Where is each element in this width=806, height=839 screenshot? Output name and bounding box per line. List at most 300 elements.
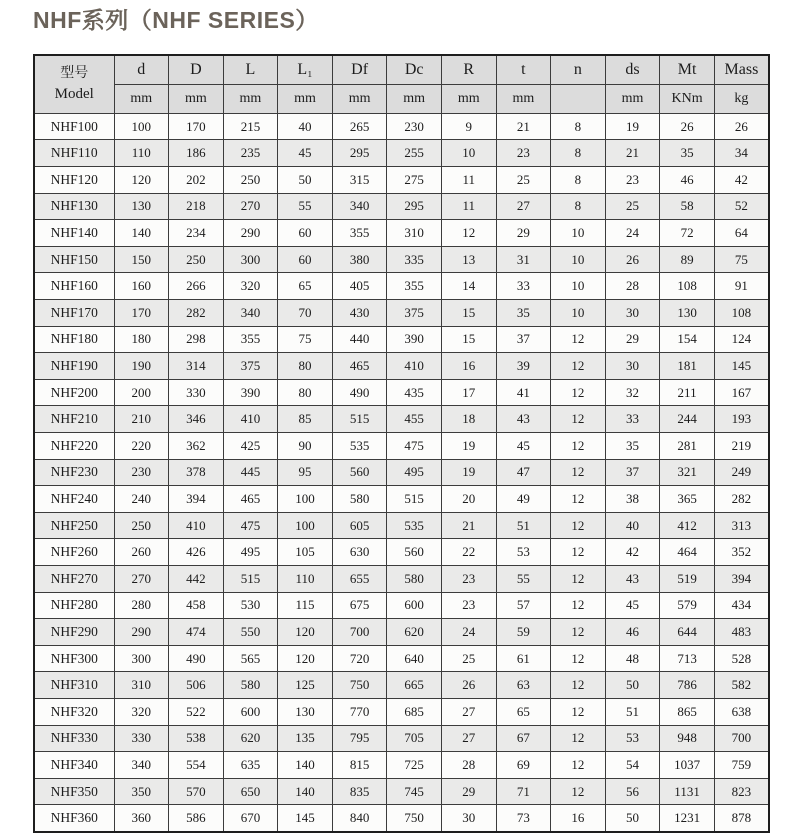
- data-cell-n: 12: [551, 486, 606, 513]
- page-title: NHF系列（NHF SERIES）: [33, 7, 319, 33]
- column-header-r: R: [441, 55, 496, 85]
- data-cell-df: 770: [332, 698, 387, 725]
- data-cell-l₁: 100: [278, 486, 333, 513]
- data-cell-ds: 48: [605, 645, 660, 672]
- data-cell-l: 340: [223, 300, 278, 327]
- column-header-d: D: [169, 55, 224, 85]
- data-cell-mt: 948: [660, 725, 715, 752]
- table-row-nhf230: [34, 459, 769, 486]
- data-cell-r: 11: [441, 167, 496, 194]
- data-cell-d: 218: [169, 193, 224, 220]
- data-cell-mass: 582: [714, 672, 769, 699]
- model-cell: NHF280: [34, 592, 114, 619]
- data-cell-mt: 644: [660, 619, 715, 646]
- data-cell-l: 530: [223, 592, 278, 619]
- data-cell-df: 490: [332, 379, 387, 406]
- data-cell-d: 240: [114, 486, 169, 513]
- data-cell-df: 720: [332, 645, 387, 672]
- data-cell-t: 65: [496, 698, 551, 725]
- data-cell-mass: 759: [714, 752, 769, 779]
- data-cell-ds: 19: [605, 113, 660, 140]
- data-cell-r: 14: [441, 273, 496, 300]
- data-cell-mass: 434: [714, 592, 769, 619]
- data-cell-d: 538: [169, 725, 224, 752]
- column-header-l: L: [223, 55, 278, 85]
- table-row-nhf310: [34, 672, 769, 699]
- column-header-mt: Mt: [660, 55, 715, 85]
- data-cell-dc: 600: [387, 592, 442, 619]
- data-cell-ds: 54: [605, 752, 660, 779]
- table-row-nhf290: [34, 619, 769, 646]
- model-cell: NHF330: [34, 725, 114, 752]
- data-cell-df: 795: [332, 725, 387, 752]
- data-cell-df: 265: [332, 113, 387, 140]
- data-cell-ds: 25: [605, 193, 660, 220]
- data-cell-d: 266: [169, 273, 224, 300]
- data-cell-dc: 705: [387, 725, 442, 752]
- data-cell-mass: 528: [714, 645, 769, 672]
- table-row-nhf150: [34, 246, 769, 273]
- table-row-nhf140: [34, 220, 769, 247]
- table-row-nhf340: [34, 752, 769, 779]
- data-cell-mass: 483: [714, 619, 769, 646]
- data-cell-l: 410: [223, 406, 278, 433]
- data-cell-mt: 1037: [660, 752, 715, 779]
- data-cell-t: 45: [496, 433, 551, 460]
- data-cell-mt: 464: [660, 539, 715, 566]
- data-cell-t: 39: [496, 353, 551, 380]
- data-cell-n: 12: [551, 645, 606, 672]
- data-cell-dc: 515: [387, 486, 442, 513]
- data-cell-mt: 579: [660, 592, 715, 619]
- data-cell-r: 11: [441, 193, 496, 220]
- table-header: [34, 55, 769, 114]
- data-cell-l: 515: [223, 565, 278, 592]
- data-cell-l₁: 100: [278, 512, 333, 539]
- data-cell-t: 59: [496, 619, 551, 646]
- data-cell-dc: 435: [387, 379, 442, 406]
- data-cell-t: 73: [496, 805, 551, 832]
- data-cell-df: 440: [332, 326, 387, 353]
- data-cell-r: 19: [441, 433, 496, 460]
- data-cell-mt: 1131: [660, 778, 715, 805]
- data-cell-t: 71: [496, 778, 551, 805]
- table-row-nhf330: [34, 725, 769, 752]
- data-cell-l: 320: [223, 273, 278, 300]
- data-cell-ds: 45: [605, 592, 660, 619]
- column-unit-mm: mm: [332, 84, 387, 113]
- data-cell-d: 426: [169, 539, 224, 566]
- data-cell-l₁: 80: [278, 353, 333, 380]
- data-cell-mt: 72: [660, 220, 715, 247]
- data-cell-ds: 50: [605, 805, 660, 832]
- data-cell-l₁: 135: [278, 725, 333, 752]
- data-cell-ds: 24: [605, 220, 660, 247]
- data-cell-l₁: 40: [278, 113, 333, 140]
- column-header-df: Df: [332, 55, 387, 85]
- data-cell-l: 550: [223, 619, 278, 646]
- header-unit-row: [34, 84, 769, 113]
- data-cell-l: 355: [223, 326, 278, 353]
- data-cell-mt: 786: [660, 672, 715, 699]
- model-cell: NHF150: [34, 246, 114, 273]
- data-cell-mass: 52: [714, 193, 769, 220]
- column-unit-empty: [551, 84, 606, 113]
- data-cell-l: 475: [223, 512, 278, 539]
- data-cell-r: 30: [441, 805, 496, 832]
- data-cell-df: 380: [332, 246, 387, 273]
- data-cell-d: 290: [114, 619, 169, 646]
- data-cell-r: 23: [441, 565, 496, 592]
- data-cell-d: 202: [169, 167, 224, 194]
- data-cell-r: 13: [441, 246, 496, 273]
- column-unit-mm: mm: [278, 84, 333, 113]
- data-cell-t: 51: [496, 512, 551, 539]
- data-cell-d: 230: [114, 459, 169, 486]
- data-cell-ds: 30: [605, 353, 660, 380]
- data-cell-d: 100: [114, 113, 169, 140]
- table-row-nhf190: [34, 353, 769, 380]
- data-cell-dc: 535: [387, 512, 442, 539]
- data-cell-l: 670: [223, 805, 278, 832]
- data-cell-df: 405: [332, 273, 387, 300]
- data-cell-dc: 255: [387, 140, 442, 167]
- data-cell-dc: 455: [387, 406, 442, 433]
- data-cell-mt: 154: [660, 326, 715, 353]
- data-cell-mt: 321: [660, 459, 715, 486]
- data-cell-dc: 230: [387, 113, 442, 140]
- data-cell-l: 270: [223, 193, 278, 220]
- model-cell: NHF310: [34, 672, 114, 699]
- data-cell-t: 57: [496, 592, 551, 619]
- data-cell-ds: 32: [605, 379, 660, 406]
- table-row-nhf160: [34, 273, 769, 300]
- table-row-nhf260: [34, 539, 769, 566]
- data-cell-l: 445: [223, 459, 278, 486]
- data-cell-n: 12: [551, 326, 606, 353]
- data-cell-dc: 375: [387, 300, 442, 327]
- data-cell-ds: 40: [605, 512, 660, 539]
- data-cell-ds: 23: [605, 167, 660, 194]
- data-cell-r: 27: [441, 698, 496, 725]
- data-cell-mass: 249: [714, 459, 769, 486]
- data-cell-mt: 89: [660, 246, 715, 273]
- data-cell-d: 570: [169, 778, 224, 805]
- data-cell-l₁: 120: [278, 645, 333, 672]
- data-cell-df: 515: [332, 406, 387, 433]
- data-cell-d: 160: [114, 273, 169, 300]
- model-cell: NHF360: [34, 805, 114, 832]
- data-cell-mass: 108: [714, 300, 769, 327]
- table-row-nhf210: [34, 406, 769, 433]
- data-cell-dc: 390: [387, 326, 442, 353]
- table-row-nhf110: [34, 140, 769, 167]
- model-cell: NHF140: [34, 220, 114, 247]
- data-cell-n: 8: [551, 193, 606, 220]
- data-cell-t: 29: [496, 220, 551, 247]
- model-cell: NHF180: [34, 326, 114, 353]
- data-cell-r: 15: [441, 300, 496, 327]
- data-cell-df: 605: [332, 512, 387, 539]
- data-cell-n: 12: [551, 592, 606, 619]
- data-cell-t: 41: [496, 379, 551, 406]
- data-cell-l₁: 60: [278, 220, 333, 247]
- data-cell-mt: 130: [660, 300, 715, 327]
- data-cell-l₁: 85: [278, 406, 333, 433]
- data-cell-df: 655: [332, 565, 387, 592]
- data-cell-l₁: 45: [278, 140, 333, 167]
- data-cell-r: 17: [441, 379, 496, 406]
- data-cell-dc: 665: [387, 672, 442, 699]
- data-cell-r: 10: [441, 140, 496, 167]
- data-cell-l: 600: [223, 698, 278, 725]
- data-cell-t: 21: [496, 113, 551, 140]
- data-cell-mass: 42: [714, 167, 769, 194]
- data-cell-mass: 352: [714, 539, 769, 566]
- data-cell-d: 350: [114, 778, 169, 805]
- data-cell-n: 12: [551, 778, 606, 805]
- data-cell-l₁: 75: [278, 326, 333, 353]
- data-cell-n: 12: [551, 725, 606, 752]
- data-cell-l: 290: [223, 220, 278, 247]
- data-cell-d: 280: [114, 592, 169, 619]
- data-cell-df: 840: [332, 805, 387, 832]
- data-cell-mt: 713: [660, 645, 715, 672]
- data-cell-t: 69: [496, 752, 551, 779]
- data-cell-d: 150: [114, 246, 169, 273]
- data-cell-n: 12: [551, 379, 606, 406]
- data-cell-ds: 46: [605, 619, 660, 646]
- data-cell-d: 474: [169, 619, 224, 646]
- data-cell-t: 31: [496, 246, 551, 273]
- data-cell-d: 120: [114, 167, 169, 194]
- data-cell-l₁: 95: [278, 459, 333, 486]
- data-cell-r: 26: [441, 672, 496, 699]
- data-cell-mt: 181: [660, 353, 715, 380]
- data-cell-t: 61: [496, 645, 551, 672]
- data-cell-d: 270: [114, 565, 169, 592]
- data-cell-l₁: 65: [278, 273, 333, 300]
- model-column-header: [34, 55, 114, 114]
- data-cell-ds: 29: [605, 326, 660, 353]
- model-cell: NHF130: [34, 193, 114, 220]
- data-cell-df: 835: [332, 778, 387, 805]
- column-header-ds: ds: [605, 55, 660, 85]
- data-cell-ds: 53: [605, 725, 660, 752]
- data-cell-t: 55: [496, 565, 551, 592]
- model-cell: NHF260: [34, 539, 114, 566]
- data-cell-mt: 865: [660, 698, 715, 725]
- data-cell-d: 310: [114, 672, 169, 699]
- data-cell-df: 465: [332, 353, 387, 380]
- data-cell-r: 28: [441, 752, 496, 779]
- data-cell-l: 390: [223, 379, 278, 406]
- data-cell-d: 186: [169, 140, 224, 167]
- model-header-english: Model: [54, 85, 94, 102]
- data-cell-mt: 108: [660, 273, 715, 300]
- data-cell-n: 10: [551, 300, 606, 327]
- column-header-d: d: [114, 55, 169, 85]
- table-row-nhf280: [34, 592, 769, 619]
- column-unit-mm: mm: [114, 84, 169, 113]
- data-cell-t: 25: [496, 167, 551, 194]
- column-unit-KNm: KNm: [660, 84, 715, 113]
- data-cell-t: 53: [496, 539, 551, 566]
- data-cell-l: 425: [223, 433, 278, 460]
- data-cell-d: 522: [169, 698, 224, 725]
- data-cell-n: 10: [551, 273, 606, 300]
- model-cell: NHF240: [34, 486, 114, 513]
- data-cell-n: 12: [551, 353, 606, 380]
- data-cell-r: 21: [441, 512, 496, 539]
- data-cell-mass: 193: [714, 406, 769, 433]
- data-cell-df: 700: [332, 619, 387, 646]
- column-unit-mm: mm: [441, 84, 496, 113]
- data-cell-d: 442: [169, 565, 224, 592]
- data-cell-dc: 310: [387, 220, 442, 247]
- data-cell-mt: 26: [660, 113, 715, 140]
- data-cell-d: 250: [169, 246, 224, 273]
- data-cell-t: 27: [496, 193, 551, 220]
- table-row-nhf120: [34, 167, 769, 194]
- data-cell-df: 750: [332, 672, 387, 699]
- data-cell-l₁: 105: [278, 539, 333, 566]
- data-cell-mt: 35: [660, 140, 715, 167]
- data-cell-mt: 46: [660, 167, 715, 194]
- model-cell: NHF190: [34, 353, 114, 380]
- data-cell-ds: 51: [605, 698, 660, 725]
- data-cell-r: 16: [441, 353, 496, 380]
- data-cell-dc: 475: [387, 433, 442, 460]
- data-cell-d: 300: [114, 645, 169, 672]
- data-cell-n: 8: [551, 167, 606, 194]
- table-row-nhf250: [34, 512, 769, 539]
- data-cell-d: 282: [169, 300, 224, 327]
- data-cell-mass: 64: [714, 220, 769, 247]
- column-unit-mm: mm: [387, 84, 442, 113]
- data-cell-ds: 21: [605, 140, 660, 167]
- data-cell-dc: 685: [387, 698, 442, 725]
- data-cell-mass: 394: [714, 565, 769, 592]
- data-cell-d: 140: [114, 220, 169, 247]
- data-cell-t: 47: [496, 459, 551, 486]
- model-cell: NHF110: [34, 140, 114, 167]
- data-cell-l₁: 145: [278, 805, 333, 832]
- data-cell-ds: 56: [605, 778, 660, 805]
- column-header-dc: Dc: [387, 55, 442, 85]
- data-cell-n: 8: [551, 140, 606, 167]
- table-row-nhf180: [34, 326, 769, 353]
- column-unit-mm: mm: [223, 84, 278, 113]
- data-cell-r: 29: [441, 778, 496, 805]
- data-cell-l: 495: [223, 539, 278, 566]
- data-cell-n: 12: [551, 698, 606, 725]
- data-cell-d: 180: [114, 326, 169, 353]
- data-cell-n: 16: [551, 805, 606, 832]
- data-cell-df: 560: [332, 459, 387, 486]
- data-cell-r: 23: [441, 592, 496, 619]
- data-cell-df: 295: [332, 140, 387, 167]
- data-cell-ds: 37: [605, 459, 660, 486]
- data-cell-mt: 519: [660, 565, 715, 592]
- data-cell-d: 330: [169, 379, 224, 406]
- data-cell-dc: 275: [387, 167, 442, 194]
- model-cell: NHF290: [34, 619, 114, 646]
- data-cell-n: 12: [551, 459, 606, 486]
- nhf-spec-table: [33, 54, 770, 833]
- data-cell-l: 620: [223, 725, 278, 752]
- data-cell-n: 12: [551, 619, 606, 646]
- data-cell-d: 360: [114, 805, 169, 832]
- data-cell-mass: 282: [714, 486, 769, 513]
- data-cell-l: 650: [223, 778, 278, 805]
- data-cell-df: 340: [332, 193, 387, 220]
- data-cell-mass: 313: [714, 512, 769, 539]
- data-cell-n: 12: [551, 406, 606, 433]
- table-row-nhf350: [34, 778, 769, 805]
- data-cell-l₁: 110: [278, 565, 333, 592]
- data-cell-dc: 355: [387, 273, 442, 300]
- data-cell-dc: 560: [387, 539, 442, 566]
- data-cell-d: 394: [169, 486, 224, 513]
- data-cell-d: 110: [114, 140, 169, 167]
- data-cell-df: 580: [332, 486, 387, 513]
- data-cell-t: 67: [496, 725, 551, 752]
- model-cell: NHF320: [34, 698, 114, 725]
- data-cell-mt: 58: [660, 193, 715, 220]
- data-cell-dc: 745: [387, 778, 442, 805]
- data-cell-r: 15: [441, 326, 496, 353]
- data-cell-d: 260: [114, 539, 169, 566]
- table-row-nhf320: [34, 698, 769, 725]
- data-cell-l: 565: [223, 645, 278, 672]
- column-unit-mm: mm: [605, 84, 660, 113]
- data-cell-df: 315: [332, 167, 387, 194]
- data-cell-d: 234: [169, 220, 224, 247]
- model-header-chinese: 型号: [60, 65, 89, 81]
- data-cell-mass: 34: [714, 140, 769, 167]
- data-cell-l₁: 50: [278, 167, 333, 194]
- data-cell-l: 580: [223, 672, 278, 699]
- data-cell-dc: 495: [387, 459, 442, 486]
- data-cell-mass: 75: [714, 246, 769, 273]
- data-cell-d: 346: [169, 406, 224, 433]
- column-header-l₁: L₁: [278, 55, 333, 85]
- data-cell-ds: 33: [605, 406, 660, 433]
- data-cell-t: 23: [496, 140, 551, 167]
- data-cell-mt: 211: [660, 379, 715, 406]
- data-cell-dc: 335: [387, 246, 442, 273]
- data-cell-r: 27: [441, 725, 496, 752]
- data-cell-l: 375: [223, 353, 278, 380]
- data-cell-mt: 1231: [660, 805, 715, 832]
- column-unit-mm: mm: [169, 84, 224, 113]
- model-cell: NHF230: [34, 459, 114, 486]
- data-cell-n: 12: [551, 752, 606, 779]
- data-cell-dc: 620: [387, 619, 442, 646]
- data-cell-r: 20: [441, 486, 496, 513]
- data-cell-r: 9: [441, 113, 496, 140]
- data-cell-r: 25: [441, 645, 496, 672]
- table-row-nhf170: [34, 300, 769, 327]
- data-cell-mt: 281: [660, 433, 715, 460]
- data-cell-t: 35: [496, 300, 551, 327]
- column-header-n: n: [551, 55, 606, 85]
- data-cell-ds: 26: [605, 246, 660, 273]
- data-cell-df: 815: [332, 752, 387, 779]
- data-cell-d: 490: [169, 645, 224, 672]
- data-cell-d: 320: [114, 698, 169, 725]
